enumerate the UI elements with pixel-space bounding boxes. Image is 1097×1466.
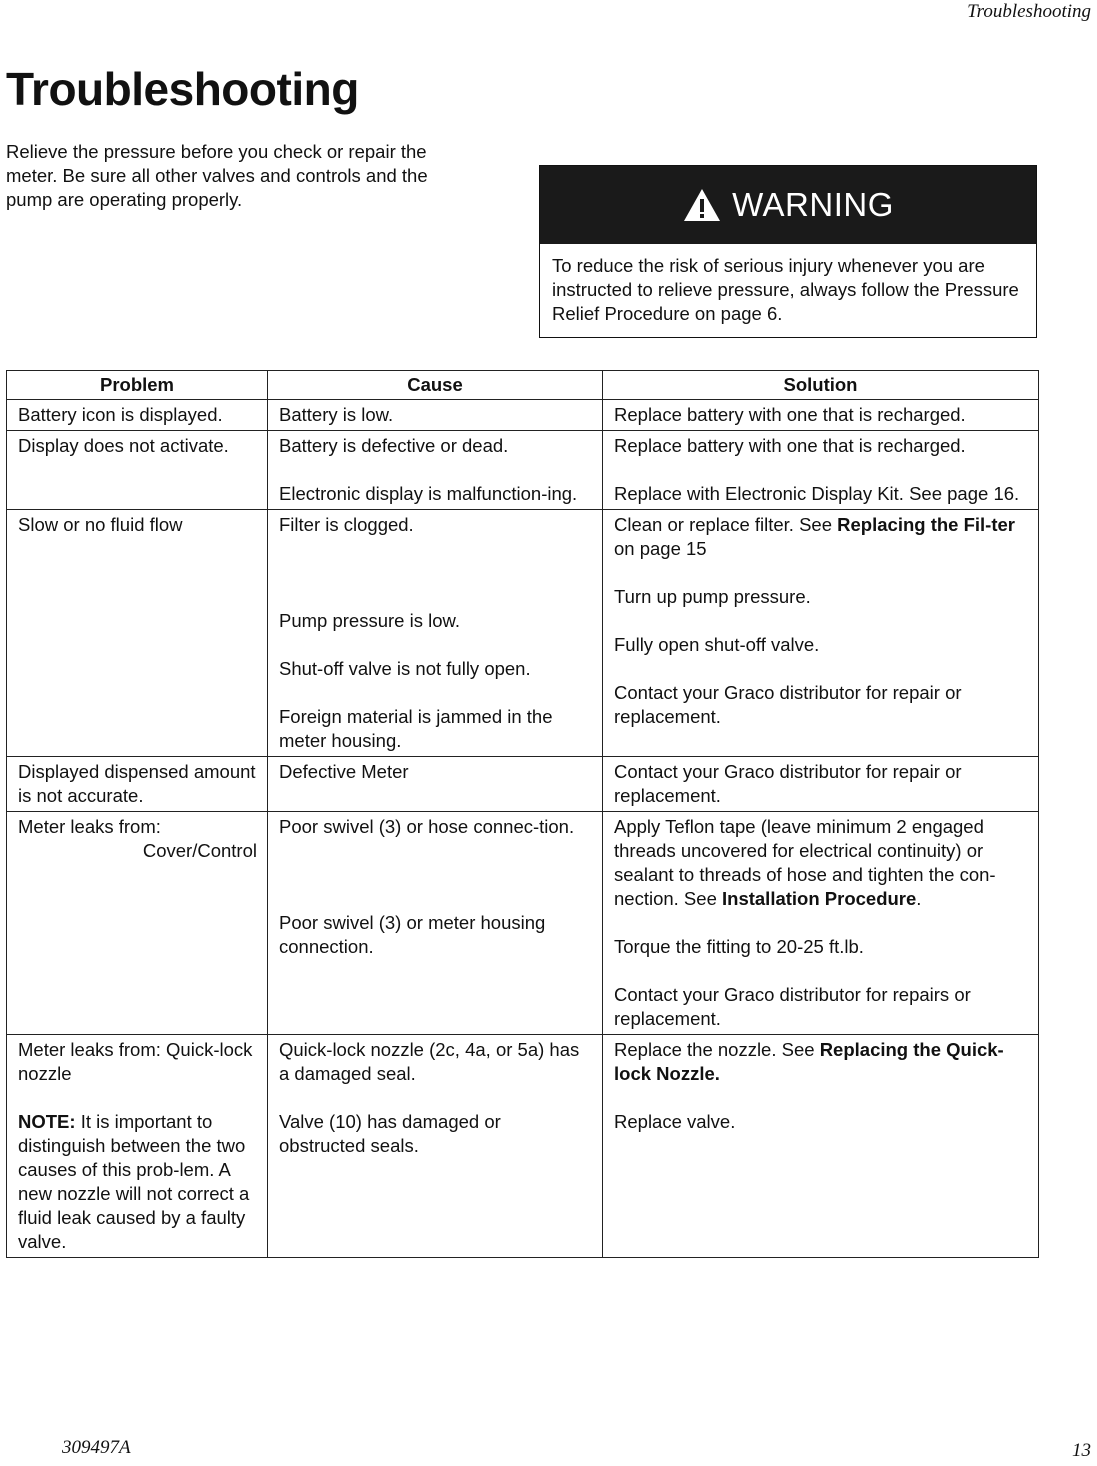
cause-text: Poor swivel (3) or meter housing connection. bbox=[279, 912, 546, 957]
cause-text: Foreign material is jammed in the meter housing. bbox=[279, 706, 553, 751]
cause-text: Valve (10) has damaged or obstructed seals. bbox=[279, 1111, 501, 1156]
cause-text: Shut-off valve is not fully open. bbox=[279, 658, 531, 679]
section-link-installation-procedure[interactable]: Installation Procedure bbox=[722, 888, 917, 909]
header-cause: Cause bbox=[268, 371, 603, 400]
solution-text bbox=[614, 513, 1028, 561]
intro-paragraph: Relieve the pressure before you check or repair the meter. Be sure all other valves and controls and the pump are operating properly. bbox=[6, 141, 428, 210]
header-problem: Problem bbox=[7, 371, 268, 400]
problem-cell bbox=[7, 510, 268, 757]
problem-cell bbox=[7, 431, 268, 510]
solution-text-part: Clean or replace filter. See bbox=[614, 514, 833, 535]
cause-text: Electronic display is malfunction-ing. bbox=[279, 483, 578, 504]
cause-cell bbox=[268, 1035, 603, 1258]
cause-cell bbox=[268, 400, 603, 431]
cause-text: Battery is low. bbox=[279, 404, 394, 425]
document-number: 309497A bbox=[62, 1437, 131, 1458]
solution-text-part: Replace the nozzle. See bbox=[614, 1039, 815, 1060]
cause-cell bbox=[268, 757, 603, 812]
running-head: Troubleshooting bbox=[967, 1, 1091, 22]
table-row bbox=[7, 1035, 1039, 1258]
note-text bbox=[18, 1110, 257, 1254]
warning-heading: WARNING bbox=[732, 186, 894, 223]
page-title: Troubleshooting bbox=[6, 63, 359, 115]
cause-text: Pump pressure is low. bbox=[279, 610, 460, 631]
note-body: It is important to distinguish between the two causes of this prob-lem. A new nozzle will not correct a fluid leak caused by a faulty valve. bbox=[18, 1111, 250, 1252]
solution-text-part: Apply Teflon tape (leave minimum 2 engaged threads uncovered for electrical continuity) or sealant to threads of hose and tighten the con-nection. See bbox=[614, 816, 996, 909]
problem-cell bbox=[7, 1035, 268, 1258]
solution-cell bbox=[603, 400, 1039, 431]
troubleshooting-table bbox=[6, 370, 1039, 1258]
warning-header bbox=[540, 166, 1036, 244]
problem-text: Battery icon is displayed. bbox=[18, 404, 223, 425]
solution-text-part: . bbox=[916, 888, 922, 909]
table-row bbox=[7, 812, 1039, 1035]
cause-text: Quick-lock nozzle (2c, 4a, or 5a) has a damaged seal. bbox=[279, 1039, 580, 1084]
problem-text: Meter leaks from: Quick-lock nozzle bbox=[18, 1039, 253, 1084]
cause-text: Battery is defective or dead. bbox=[279, 435, 509, 456]
warning-box bbox=[539, 165, 1037, 338]
problem-subtext: Cover/Control bbox=[142, 840, 257, 861]
solution-cell bbox=[603, 431, 1039, 510]
problem-text: Slow or no fluid flow bbox=[18, 514, 183, 535]
note-label: NOTE: bbox=[18, 1111, 76, 1132]
problem-cell bbox=[7, 812, 268, 1035]
warning-triangle-icon bbox=[682, 187, 722, 223]
cause-text: Poor swivel (3) or hose connec-tion. bbox=[279, 816, 575, 837]
cause-text: Defective Meter bbox=[279, 761, 409, 782]
cause-cell bbox=[268, 510, 603, 757]
solution-text: Turn up pump pressure. bbox=[614, 586, 811, 607]
solution-cell bbox=[603, 510, 1039, 757]
cause-cell bbox=[268, 812, 603, 1035]
solution-text: Fully open shut-off valve. bbox=[614, 634, 820, 655]
solution-text bbox=[614, 815, 1028, 911]
table-row bbox=[7, 510, 1039, 757]
problem-cell bbox=[7, 400, 268, 431]
solution-text: Contact your Graco distributor for repair or replacement. bbox=[614, 682, 962, 727]
cause-cell bbox=[268, 431, 603, 510]
section-link-replacing-filter[interactable]: Replacing the Fil-ter bbox=[837, 514, 1015, 535]
section-link-replacing-nozzle[interactable]: Replacing the Quick-lock Nozzle. bbox=[614, 1039, 1004, 1084]
problem-text: Display does not activate. bbox=[18, 435, 229, 456]
table-row bbox=[7, 431, 1039, 510]
problem-cell bbox=[7, 757, 268, 812]
solution-text-part: on page 15 bbox=[614, 538, 707, 559]
solution-text: Contact your Graco distributor for repairs or replacement. bbox=[614, 984, 971, 1029]
solution-text: Contact your Graco distributor for repair or replacement. bbox=[614, 761, 962, 806]
solution-text bbox=[614, 1038, 1028, 1086]
problem-text: Displayed dispensed amount is not accurate. bbox=[18, 761, 256, 806]
table-row bbox=[7, 757, 1039, 812]
table-header-row bbox=[7, 371, 1039, 400]
solution-text: Torque the fitting to 20-25 ft.lb. bbox=[614, 936, 864, 957]
cause-text: Filter is clogged. bbox=[279, 514, 414, 535]
page-number: 13 bbox=[1072, 1440, 1091, 1461]
solution-text: Replace battery with one that is recharged. bbox=[614, 404, 966, 425]
solution-text: Replace with Electronic Display Kit. See page 16. bbox=[614, 483, 1020, 504]
warning-text: To reduce the risk of serious injury whenever you are instructed to relieve pressure, always follow the Pressure Relief Procedure on page 6. bbox=[552, 255, 1019, 324]
solution-cell bbox=[603, 1035, 1039, 1258]
solution-cell bbox=[603, 757, 1039, 812]
solution-cell bbox=[603, 812, 1039, 1035]
table-row bbox=[7, 400, 1039, 431]
solution-text: Replace battery with one that is recharged. bbox=[614, 435, 966, 456]
solution-text: Replace valve. bbox=[614, 1111, 736, 1132]
header-solution: Solution bbox=[603, 371, 1039, 400]
problem-text: Meter leaks from: bbox=[18, 816, 161, 837]
